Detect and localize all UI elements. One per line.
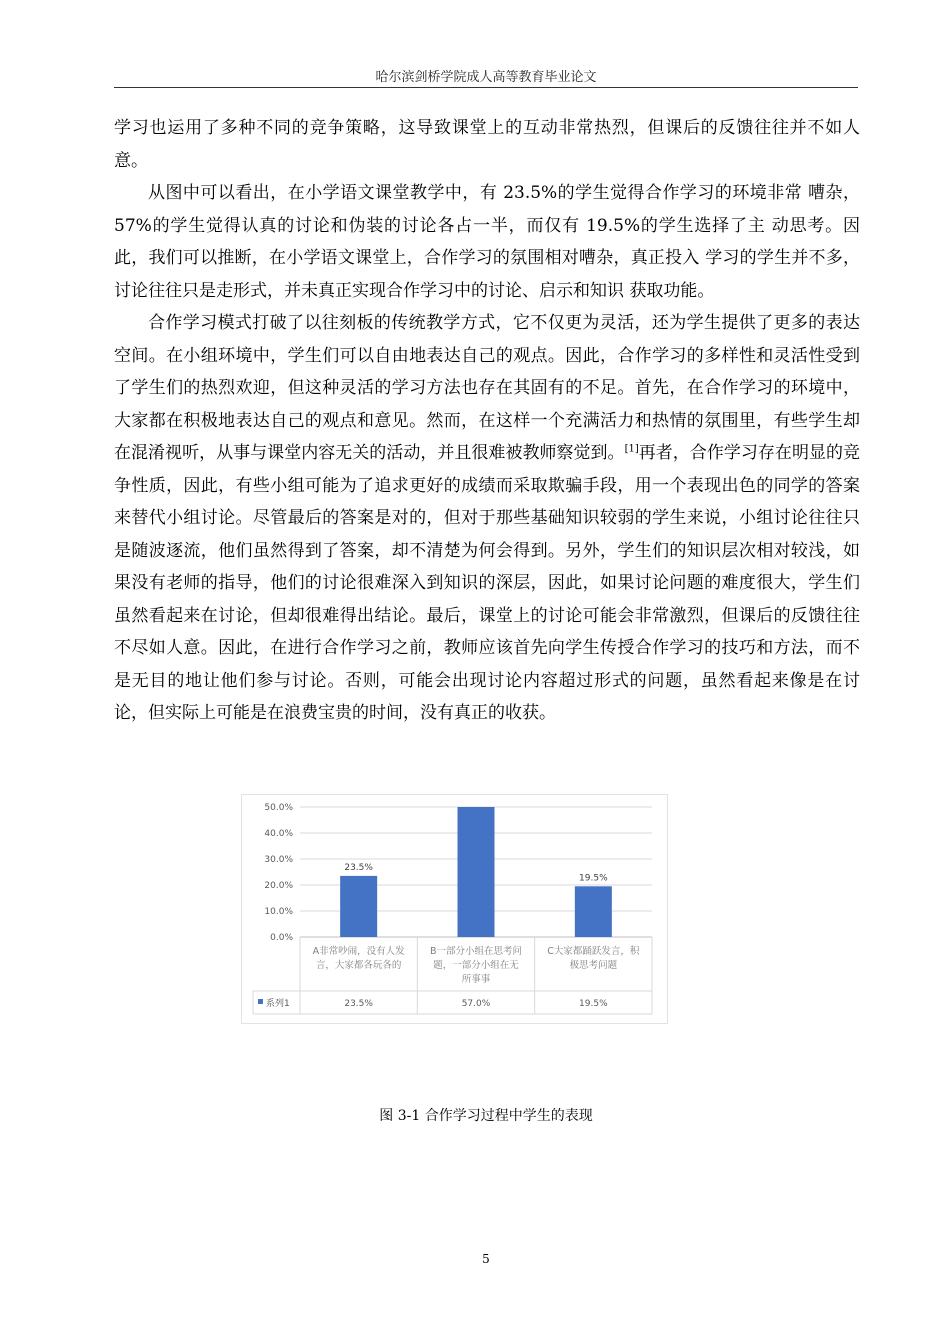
chart-svg [241, 794, 668, 1024]
category-label: 极思考问题 [569, 960, 618, 971]
data-label: 23.5% [344, 862, 373, 873]
page-number: 5 [482, 1252, 490, 1266]
bar-chart [241, 794, 668, 1024]
y-tick-label: 0.0% [270, 933, 293, 943]
category-label: 题，一部分小组在无 [433, 960, 519, 971]
citation-ref[interactable]: [1] [624, 443, 639, 455]
category-label: C大家都踊跃发言，积 [547, 946, 640, 957]
y-tick-label: 50.0% [264, 803, 293, 813]
paragraph-2: 从图中可以看出，在小学语文课堂教学中，有 23.5%的学生觉得合作学习的环境非常 嘈杂，57%的学生觉得认真的讨论和伪装的讨论各占一半，而仅有 19.5%的学生选择了主 动思考。因此，我们可以推断，在小学语文课堂上，合作学习的氛围相对嘈杂，真正投入 学习的学生并不多，讨论往往只是走形式，并未真正实现合作学习中的讨论、启示和知识 获取功能。 [114, 183, 860, 301]
y-tick-label: 30.0% [264, 855, 293, 865]
legend-series-name: 系列1 [266, 999, 290, 1009]
bar [458, 807, 495, 937]
y-tick-label: 10.0% [264, 907, 293, 917]
legend-key [258, 999, 263, 1004]
paragraph-3-part-1: 合作学习模式打破了以往刻板的传统教学方式，它不仅更为灵活，还为学生提供了更多的表达空间。在小组环境中，学生们可以自由地表达自己的观点。因此，合作学习的多样性和灵活性受到了学生们的热烈欢迎，但这种灵活的学习方法也存在其固有的不足。首先，在合作学习的环境中，大家都在积极地表达自己的观点和意见。然而，在这样一个充满活力和热情的氛围里，有些学生却在混淆视听，从事与课堂内容无关的活动，并且很难被教师察觉到。 [114, 313, 860, 463]
table-value: 23.5% [344, 999, 373, 1009]
figure-caption: 图 3-1 合作学习过程中学生的表现 [379, 1108, 593, 1124]
table-value: 19.5% [579, 999, 608, 1009]
header-rule [114, 87, 858, 88]
paragraph-3 [114, 307, 860, 730]
bar [575, 886, 612, 937]
category-label: 所事事 [461, 974, 491, 985]
data-label: 19.5% [579, 873, 608, 884]
category-label: A非常吵闹，没有人发 [312, 946, 405, 957]
running-header: 哈尔滨剑桥学院成人高等教育毕业论文 [375, 70, 597, 85]
category-label: 言，大家都各玩各的 [315, 960, 402, 971]
category-label: B一部分小组在思考问 [429, 946, 523, 957]
body-text [114, 112, 860, 730]
y-tick-label: 20.0% [264, 881, 293, 891]
paragraph-1: 学习也运用了多种不同的竞争策略，这导致课堂上的互动非常热烈，但课后的反馈往往并不如人意。 [114, 118, 860, 171]
bar [340, 876, 377, 937]
paragraph-3-part-2: 再者，合作学习存在明显的竞争性质，因此，有些小组可能为了追求更好的成绩而采取欺骗手段，用一个表现出色的同学的答案来替代小组讨论。尽管最后的答案是对的，但对于那些基础知识较弱的学生来说，小组讨论往往只是随波逐流，他们虽然得到了答案，却不清楚为何会得到。另外，学生们的知识层次相对较浅，如果没有老师的指导，他们的讨论很难深入到知识的深层，因此，如果讨论问题的难度很大，学生们虽然看起来在讨论，但却很难得出结论。最后，课堂上的讨论可能会非常激烈，但课后的反馈往往不尽如人意。因此，在进行合作学习之前，教师应该首先向学生传授合作学习的技巧和方法，而不是无目的地让他们参与讨论。否则，可能会出现讨论内容超过形式的问题，虽然看起来像是在讨论，但实际上可能是在浪费宝贵的时间，没有真正的收获。 [114, 443, 860, 723]
y-tick-label: 40.0% [264, 829, 293, 839]
table-value: 57.0% [461, 999, 491, 1009]
